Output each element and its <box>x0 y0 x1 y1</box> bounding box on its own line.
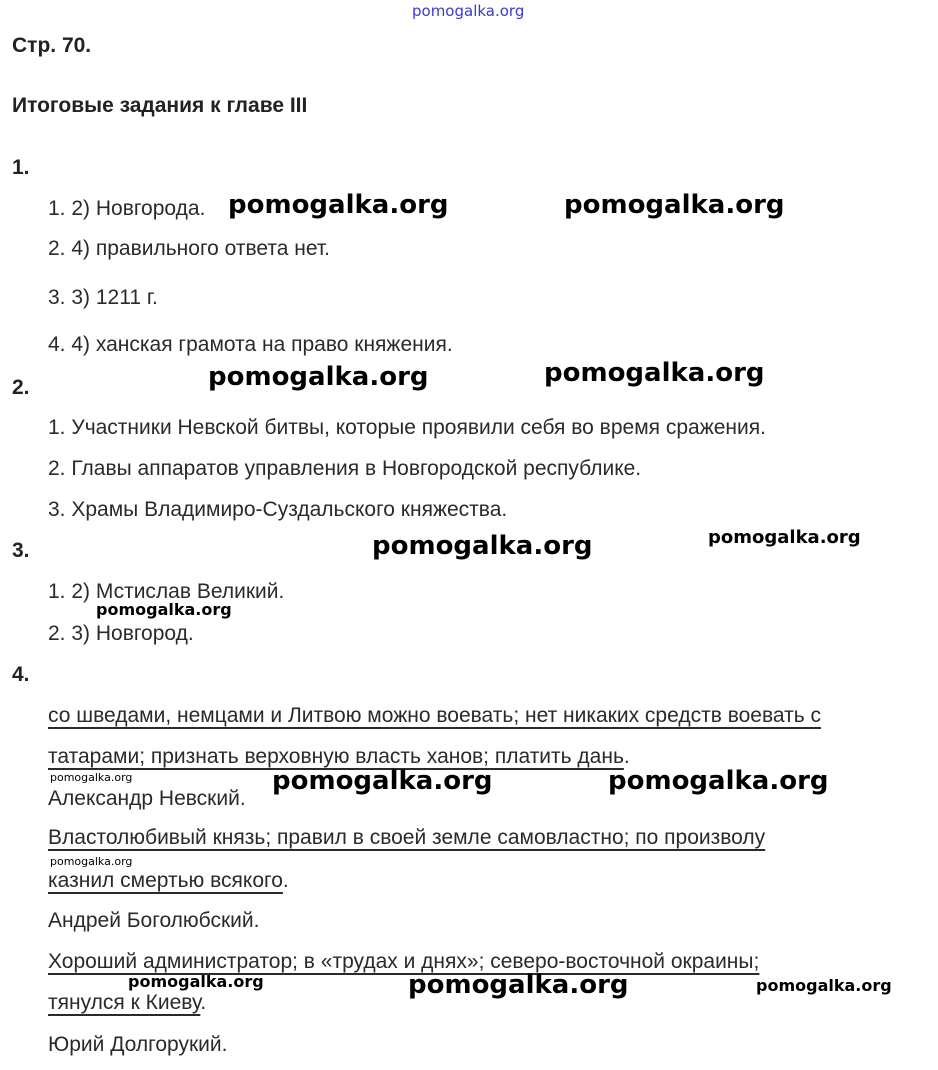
task-1-item-2: 2. 4) правильного ответа нет. <box>48 237 330 260</box>
watermark: pomogalka.org <box>50 771 133 784</box>
watermark: pomogalka.org <box>272 766 493 796</box>
task-2-item-1: 1. Участники Невской битвы, которые проявили себя во время сражения. <box>48 416 766 439</box>
watermark: pomogalka.org <box>96 600 232 619</box>
watermark: pomogalka.org <box>564 190 785 220</box>
page-reference: Стр. 70. <box>12 34 92 57</box>
task-4-entry-1-answer: Александр Невский. <box>48 787 246 810</box>
task-3-item-1: 1. 2) Мстислав Великий. <box>48 580 285 603</box>
watermark: pomogalka.org <box>128 972 264 991</box>
task-2-item-3: 3. Храмы Владимиро-Суздальского княжества. <box>48 498 508 521</box>
task-4-entry-3-line-1: Хороший администратор; в «трудах и днях»; северо-восточной окраины; <box>48 950 760 973</box>
task-1-item-4: 4. 4) ханская грамота на право княжения. <box>48 333 453 356</box>
section-title: Итоговые задания к главе III <box>12 94 308 117</box>
task-1-number: 1. <box>12 156 30 179</box>
task-4-entry-1-line-1: со шведами, немцами и Литвою можно воевать; нет никаких средств воевать с <box>48 704 822 727</box>
watermark-top: pomogalka.org <box>412 2 525 20</box>
watermark: pomogalka.org <box>228 190 449 220</box>
watermark: pomogalka.org <box>756 976 892 995</box>
watermark: pomogalka.org <box>372 531 593 561</box>
watermark: pomogalka.org <box>408 970 629 1000</box>
task-4-entry-2-line-2: казнил смертью всякого. <box>48 869 289 892</box>
task-4-entry-3-line-2: тянулся к Киеву. <box>48 991 207 1014</box>
watermark: pomogalka.org <box>208 362 429 392</box>
task-4-entry-1-line-2: татарами; признать верховную власть ханов; платить дань. <box>48 745 630 768</box>
task-4-entry-3-line-2-text: тянулся к Киеву <box>48 991 201 1014</box>
task-4-entry-2-answer: Андрей Боголюбский. <box>48 909 260 932</box>
task-3-item-2: 2. 3) Новгород. <box>48 622 194 645</box>
task-4-number: 4. <box>12 663 30 686</box>
task-4-entry-3-answer: Юрий Долгорукий. <box>48 1033 228 1056</box>
task-4-entry-2-line-2-text: казнил смертью всякого <box>48 869 283 892</box>
watermark: pomogalka.org <box>608 766 829 796</box>
watermark: pomogalka.org <box>544 358 765 388</box>
task-4-entry-1-line-2-text: татарами; признать верховную власть ханов; платить дань <box>48 745 624 768</box>
task-1-item-1: 1. 2) Новгорода. <box>48 197 206 220</box>
task-3-number: 3. <box>12 539 30 562</box>
task-2-item-2: 2. Главы аппаратов управления в Новгородской республике. <box>48 457 642 480</box>
watermark: pomogalka.org <box>50 855 133 868</box>
task-4-entry-2-line-1: Властолюбивый князь; правил в своей земле самовластно; по произволу <box>48 826 766 849</box>
watermark: pomogalka.org <box>708 527 861 548</box>
task-1-item-3: 3. 3) 1211 г. <box>48 286 158 309</box>
task-2-number: 2. <box>12 376 30 399</box>
